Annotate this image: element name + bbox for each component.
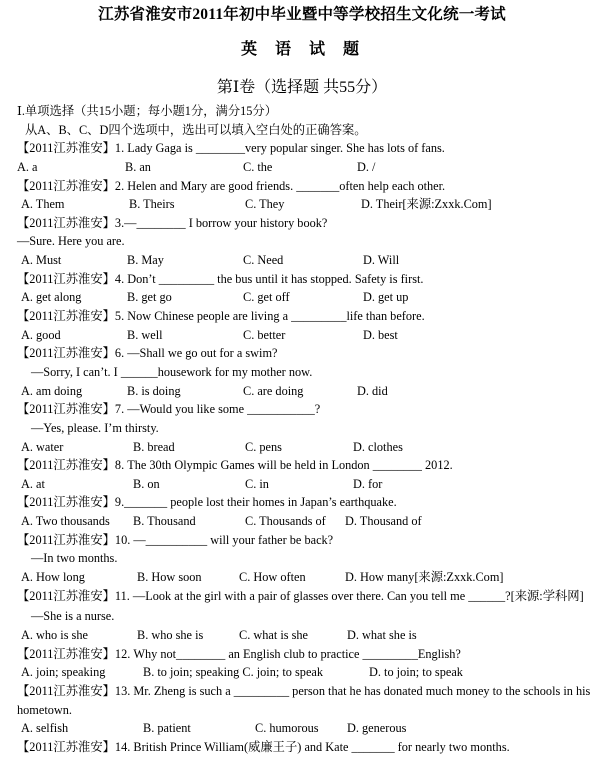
question-8-options [17,475,597,494]
question-7-stem: 【2011江苏淮安】7. —Would you like some ___________? [17,402,321,417]
option-c: C. better [243,327,286,342]
question-2-stem: 【2011江苏淮安】2. Helen and Mary are good friends. _______often help each other. [17,178,446,193]
option-a: A. a [17,159,38,174]
question-11-stem: 【2011江苏淮安】11. —Look at the girl with a pair of glasses over there. Can you tell me ______?[来源:学科网] [17,588,584,603]
question-6-reply: —Sorry, I can’t. I ______housework for my mother now. [31,364,313,379]
option-b: B. an [125,159,151,174]
option-a: A. selfish [21,721,69,736]
option-b: B. How soon [137,570,202,585]
question-6-options [17,382,597,401]
option-b: B. well [127,327,163,342]
option-d: D. Will [363,253,400,268]
option-a: A. good [21,327,61,342]
question-11-reply: —She is a nurse. [31,609,115,624]
question-2-options [17,195,597,214]
question-4-stem: 【2011江苏淮安】4. Don’t _________ the bus until it has stopped. Safety is first. [17,271,424,286]
question-7-options [17,438,597,457]
volume-heading: 第Ⅰ卷（选择题 共55分） [216,79,388,96]
option-c: C. get off [243,290,290,305]
option-a: A. Two thousands [21,514,110,529]
option-d: D. generous [347,721,407,736]
question-14-stem: 【2011江苏淮安】14. British Prince William(威廉王子) and Kate _______ for nearly two months. [17,739,510,754]
instruction: 从A、B、C、D四个选项中，选出可以填入空白处的正确答案。 [25,122,367,137]
option-b: B. on [133,476,160,491]
question-4-options [17,288,597,307]
question-7-reply: —Yes, please. I’m thirsty. [31,420,159,435]
option-b: B. bread [133,439,175,454]
option-b-c: B. to join; speaking C. join; to speak [143,665,324,680]
question-5-stem: 【2011江苏淮安】5. Now Chinese people are living a _________life than before. [17,309,425,324]
option-a: A. Them [21,197,65,212]
option-b: B. is doing [127,383,181,398]
option-a: A. How long [21,570,85,585]
option-b: B. May [127,253,164,268]
question-3-reply: —Sure. Here you are. [17,234,125,249]
question-3-stem: 【2011江苏淮安】3.—________ I borrow your history book? [17,215,328,230]
question-13-stem: 【2011江苏淮安】13. Mr. Zheng is such a _________ person that he has donated much money to the schools in his hometown. [17,683,591,717]
option-d: D. get up [363,290,409,305]
option-c: C. in [245,476,269,491]
question-11-options [17,626,597,645]
option-d: D. for [353,476,383,491]
option-b: B. get go [127,290,172,305]
option-d: D. / [357,159,376,174]
question-9-options [17,512,597,531]
question-10-reply: —In two months. [31,551,118,566]
exam-title: 江苏省淮安市2011年初中毕业暨中等学校招生文化统一考试 [98,6,506,23]
section-heading: Ⅰ.单项选择（共15小题；每小题1分，满分15分） [17,104,278,118]
option-a: A. join; speaking [21,665,106,680]
question-10-options [17,568,597,587]
question-12-options [17,663,597,682]
option-c: C. They [245,197,285,212]
option-d: D. Thousand of [345,514,422,529]
option-b: B. who she is [137,627,204,642]
option-a: A. am doing [21,383,83,398]
exam-subtitle: 英语试题 [240,41,377,58]
question-13-options [17,719,597,738]
option-d: D. best [363,327,398,342]
question-1-options [17,158,597,177]
option-c: C. Need [243,253,284,268]
option-b: B. Theirs [129,197,175,212]
option-d: D. what she is [347,627,417,642]
question-12-stem: 【2011江苏淮安】12. Why not________ an English club to practice _________English? [17,646,461,661]
question-3-options [17,251,597,270]
option-d: D. How many[来源:Zxxk.Com] [345,570,504,585]
question-6-stem: 【2011江苏淮安】6. —Shall we go out for a swim? [17,346,278,361]
option-a: A. water [21,439,64,454]
option-d: D. clothes [353,439,403,454]
option-c: C. are doing [243,383,304,398]
option-c: C. the [243,159,273,174]
option-a: A. at [21,476,45,491]
option-c: C. humorous [255,721,319,736]
option-b: B. patient [143,721,191,736]
option-d: D. to join; to speak [369,665,463,680]
question-1-stem: 【2011江苏淮安】1. Lady Gaga is ________very popular singer. She has lots of fans. [17,141,445,156]
option-d: D. did [357,383,388,398]
option-b: B. Thousand [133,514,196,529]
option-a: A. who is she [21,627,88,642]
option-c: C. pens [245,439,282,454]
question-10-stem: 【2011江苏淮安】10. —__________ will your father be back? [17,532,334,547]
option-c: C. How often [239,570,306,585]
option-a: A. get along [21,290,82,305]
option-c: C. Thousands of [245,514,326,529]
question-5-options [17,326,597,345]
question-8-stem: 【2011江苏淮安】8. The 30th Olympic Games will be held in London ________ 2012. [17,458,453,473]
option-a: A. Must [21,253,62,268]
option-c: C. what is she [239,627,308,642]
option-d: D. Their[来源:Zxxk.Com] [361,197,492,212]
question-9-stem: 【2011江苏淮安】9._______ people lost their homes in Japan’s earthquake. [17,495,397,510]
question-body [17,102,597,756]
